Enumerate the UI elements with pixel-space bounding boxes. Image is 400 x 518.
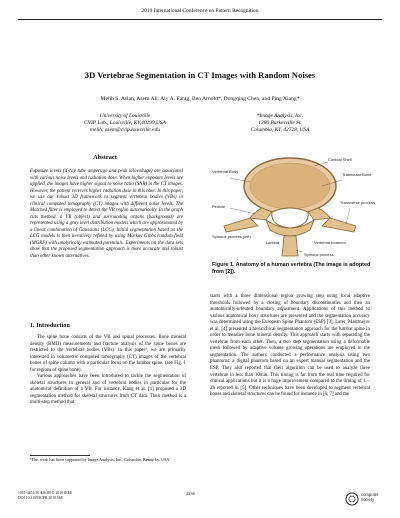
vertebra-figure [210,152,375,262]
intro-paragraph-1: The spine bone consists of the VB and spinal processes. Bone mineral density (BMD) measurements and fracture analysis of the spine bones are restricted to the Vertebral bodies (VBs). In this paper¹, we are primarily interested in volumetric computed tomography (CT) images of the vertebral bones of spine column with a particular focus on the lumbar spine. (see Fig. 1 for regions of spine bone). [30,335,186,373]
affiliation-line: 1380 Burkesville St. [258,120,302,126]
intro-paragraph-2: Various approaches have been introduced to tackle the segmentation of skeletal structures in general and of vertebral bodies in particular for the anatomical definition of a VB. For instance, Kang et al. [1] proposed a 3D segmentation method for skeletal structures from CT data. Their method is a multi-step method that [30,374,186,406]
label-spinous-process-top: Spinous process (left) [212,234,251,239]
footnote-rule [30,455,90,456]
doi: DOI 10.1109/ICPR.2010.568 [18,496,63,501]
header-rule [18,19,382,20]
publication-info [18,491,72,501]
issn: 1051-4651/10 $26.00 © 2010 IEEE [18,491,73,495]
label-transverse-process: Transverse process [340,200,375,205]
spinous-process [282,236,298,256]
paper-title: 3D Vertebrae Segmentation in CT Images with Random Noises [84,70,316,80]
label-spinous-process: Spinous process [304,252,334,257]
label-trabecular-bone: Trabecular Bone [342,172,372,177]
ieee-logo-icon [345,492,359,506]
trabecular-bone [250,163,330,209]
label-cortical-shell: Cortical Shell [328,157,352,162]
affiliation-line: *Image Analysis, Inc. [256,113,304,119]
conference-header: 2010 International Conference on Pattern Recognition [141,8,259,14]
label-pedicle: Pedicle [212,204,226,209]
footnote: ¹This work has been supported by Image Analysis, Inc., Columbia, Kentucky, USA. [30,457,171,462]
label-vertebral-arch: Vertebral foramen [314,240,346,245]
computer-society-logo [345,488,385,514]
transverse-process-right [322,218,356,232]
label-lamina: Lamina [266,240,280,245]
figure-caption: Figure 1. Anatomy of a human vertebra (The image is adopted from [2]). [212,262,371,275]
affiliation-line: University of Louisville [99,113,151,119]
authors: Melih S. Aslan, Asem Ali, Aly A. Farag, Ben Arnold*, Dongqing Chen, and Ping Xiang* [100,96,300,102]
affiliation-line: Columbia, KY, 42728, USA [250,127,310,133]
right-column-text: starts with a three dimensional region growing step using local adaptive thresholds followed by a closing of boundary discontinuities and then an anatomically-oriented boundary adjustment. Applications of this method to various anatomical bony structures are presented and the segmentation accuracy was determined using the European Spine Phantom (ESP) [3]. Later, Mastmeyer et al. [4] presented a hierarchical segmentation approach for the lumbar spine in order to measure bone mineral density. This approach starts with separating the vertebrae from each other. Then, a two step segmentation using a deformable mesh followed by adaptive volume growing operations are employed in the segmentation. The authors conducted a performance analysis using two phantoms: a digital phantom based on an expert manual segmentation and the ESP. They also reported that their algorithm can be used to analyze three vertebrae in less than 10min. This timing is far from the real time required for clinical applications but it is a huge improvement compared to the timing of 1 − 2h reported in [5]. Other techniques have been developed to segment vertebral bones and skeletal structures can be found for instance in [6, 7] and the [210,294,370,398]
page-number: 2236 [186,491,195,496]
affiliation-line: CVIP Lab., Louisville, KY,40299,USA [84,120,166,126]
introduction-body [30,335,186,407]
affiliation-image-analysis [210,113,350,134]
logo-word-society: society [361,496,375,502]
vertebral-foramen [272,208,308,228]
introduction-heading: 1. Introduction [30,322,70,329]
abstract-text: Exposure levels (X-ray tube amperage and peak kilovoltage) are associated with various noise levels and radiation dose. When higher exposure levels are applied, the images have higher signal to noise ratio (SNR) in the CT images. However, the patient receives higher radiation dose in this case. In this paper, we use our robust 3D framework to segment vertebral bodies (VBs) in clinical computed tomography (CT) images with different noise levels. The Matched filter is employed to detect the VB region automatically. In the graph cuts method, a VB (object) and surrounding organs (background) are represented using a gray level distribution models which are approximated by a linear combination of Gaussians (LCG). Initial segmentation based on the LCG models is then iteratively refined by using Markov Gibbs random field (MGRF) with analytically estimated potentials. Experiments on the data sets show that the proposed segmentation approach is more accurate and robust than other known alternatives. [30,169,183,259]
affiliation-email: melih, asem@cvip.louisville.edu [90,127,160,133]
abstract-heading: Abstract [93,154,117,161]
logo-word-computer: computer [361,492,379,497]
affiliation-louisville [55,113,195,134]
label-vertebral-body: Vertebral Body [212,169,239,174]
transverse-process-left [224,218,258,232]
